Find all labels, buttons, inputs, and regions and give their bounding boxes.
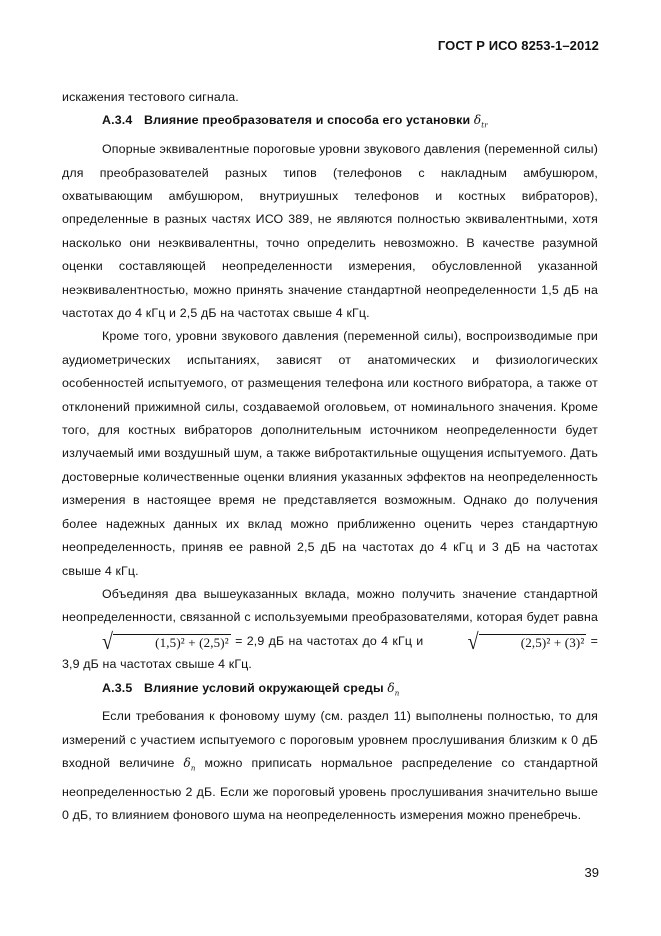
section-title: Влияние преобразователя и способа его установки [143, 113, 471, 128]
paragraph-4-text-2: можно приписать нормальное распределение со стандартной неопределенностью 2 дБ. Если же пороговый уровень прослушивания значительно выше 0 дБ, то влиянием фонового шума на неопределенность измерения можно пренебречь. [62, 756, 599, 823]
delta-symbol: $\delta_n$ [387, 680, 400, 697]
document-header: ГОСТ Р ИСО 8253-1–2012 [437, 38, 599, 53]
delta-symbol: $\delta_{tr}$ [473, 113, 488, 130]
paragraph-3-text-2: = 2,9 дБ на частотах до 4 кГц и [235, 633, 424, 648]
section-number: А.3.5 [102, 680, 133, 695]
document-body [62, 86, 598, 828]
section-heading-a34 [62, 109, 598, 138]
paragraph-4 [62, 705, 598, 827]
delta-symbol: $\delta_n$ [183, 756, 196, 773]
paragraph-3-text-1: Объединяя два вышеуказанных вклада, можно получить значение стандартной неопределенности, связанной с используемыми преобразователями, которая будет равна [62, 586, 598, 625]
section-heading-a35 [62, 677, 598, 706]
section-number: А.3.4 [102, 113, 133, 128]
section-title: Влияние условий окружающей среды [143, 680, 384, 695]
formula-sqrt-1: √ (1,5)² + (2,5)² [102, 629, 229, 655]
intro-text: искажения тестового сигнала. [62, 90, 239, 104]
paragraph-3 [62, 583, 598, 677]
paragraph-3-text-3: = 3,9 дБ на частотах свыше 4 кГц. [62, 633, 599, 672]
paragraph-2: Кроме того, уровни звукового давления (переменной силы), воспроизводимые при аудиометрических испытаниях, зависят от анатомических и физиологических особенностей испытуемого, от размещения телефона или костного вибратора, а также от отклонений прижимной силы, создаваемой оголовьем, от номинального значения. Кроме того, для костных вибраторов дополнительным источником неопределенности будет излучаемый ими воздушный шум, а также вибротактильные ощущения испытуемого. Дать достоверные количественные оценки влияния указанных эффектов на неопределенность измерения в настоящее время не представляется возможным. Однако до получения более надежных данных их вклад можно приближенно оценить через стандартную неопределенность, приняв ее равной 2,5 дБ на частотах до 4 кГц и 3 дБ на частотах свыше 4 кГц. [62, 329, 598, 578]
paragraph-4-text-1: Если требования к фоновому шуму (см. раздел 11) выполнены полностью, то для измерений с участием испытуемого с пороговым уровнем прослушивания близким к 0 дБ входной величине [62, 709, 598, 771]
formula-sqrt-2: √ (2,5)² + (3)² [467, 629, 585, 655]
page-number: 39 [584, 865, 599, 880]
paragraph-1: Опорные эквивалентные пороговые уровни звукового давления (переменной силы) для преобразователей разных типов (телефонов с накладным амбушюром, охватывающим амбушюром, внутриушных телефонов и костных вибраторов), определенные в разных частях ИСО 389, не являются полностью эквивалентными, хотя насколько они неэквивалентны, точно определить невозможно. В качестве разумной оценки составляющей неопределенности измерения, обусловленной указанной неэквивалентностью, можно принять значение стандартной неопределенности 1,5 дБ на частотах до 4 кГц и 2,5 дБ на частотах свыше 4 кГц. [62, 142, 598, 321]
